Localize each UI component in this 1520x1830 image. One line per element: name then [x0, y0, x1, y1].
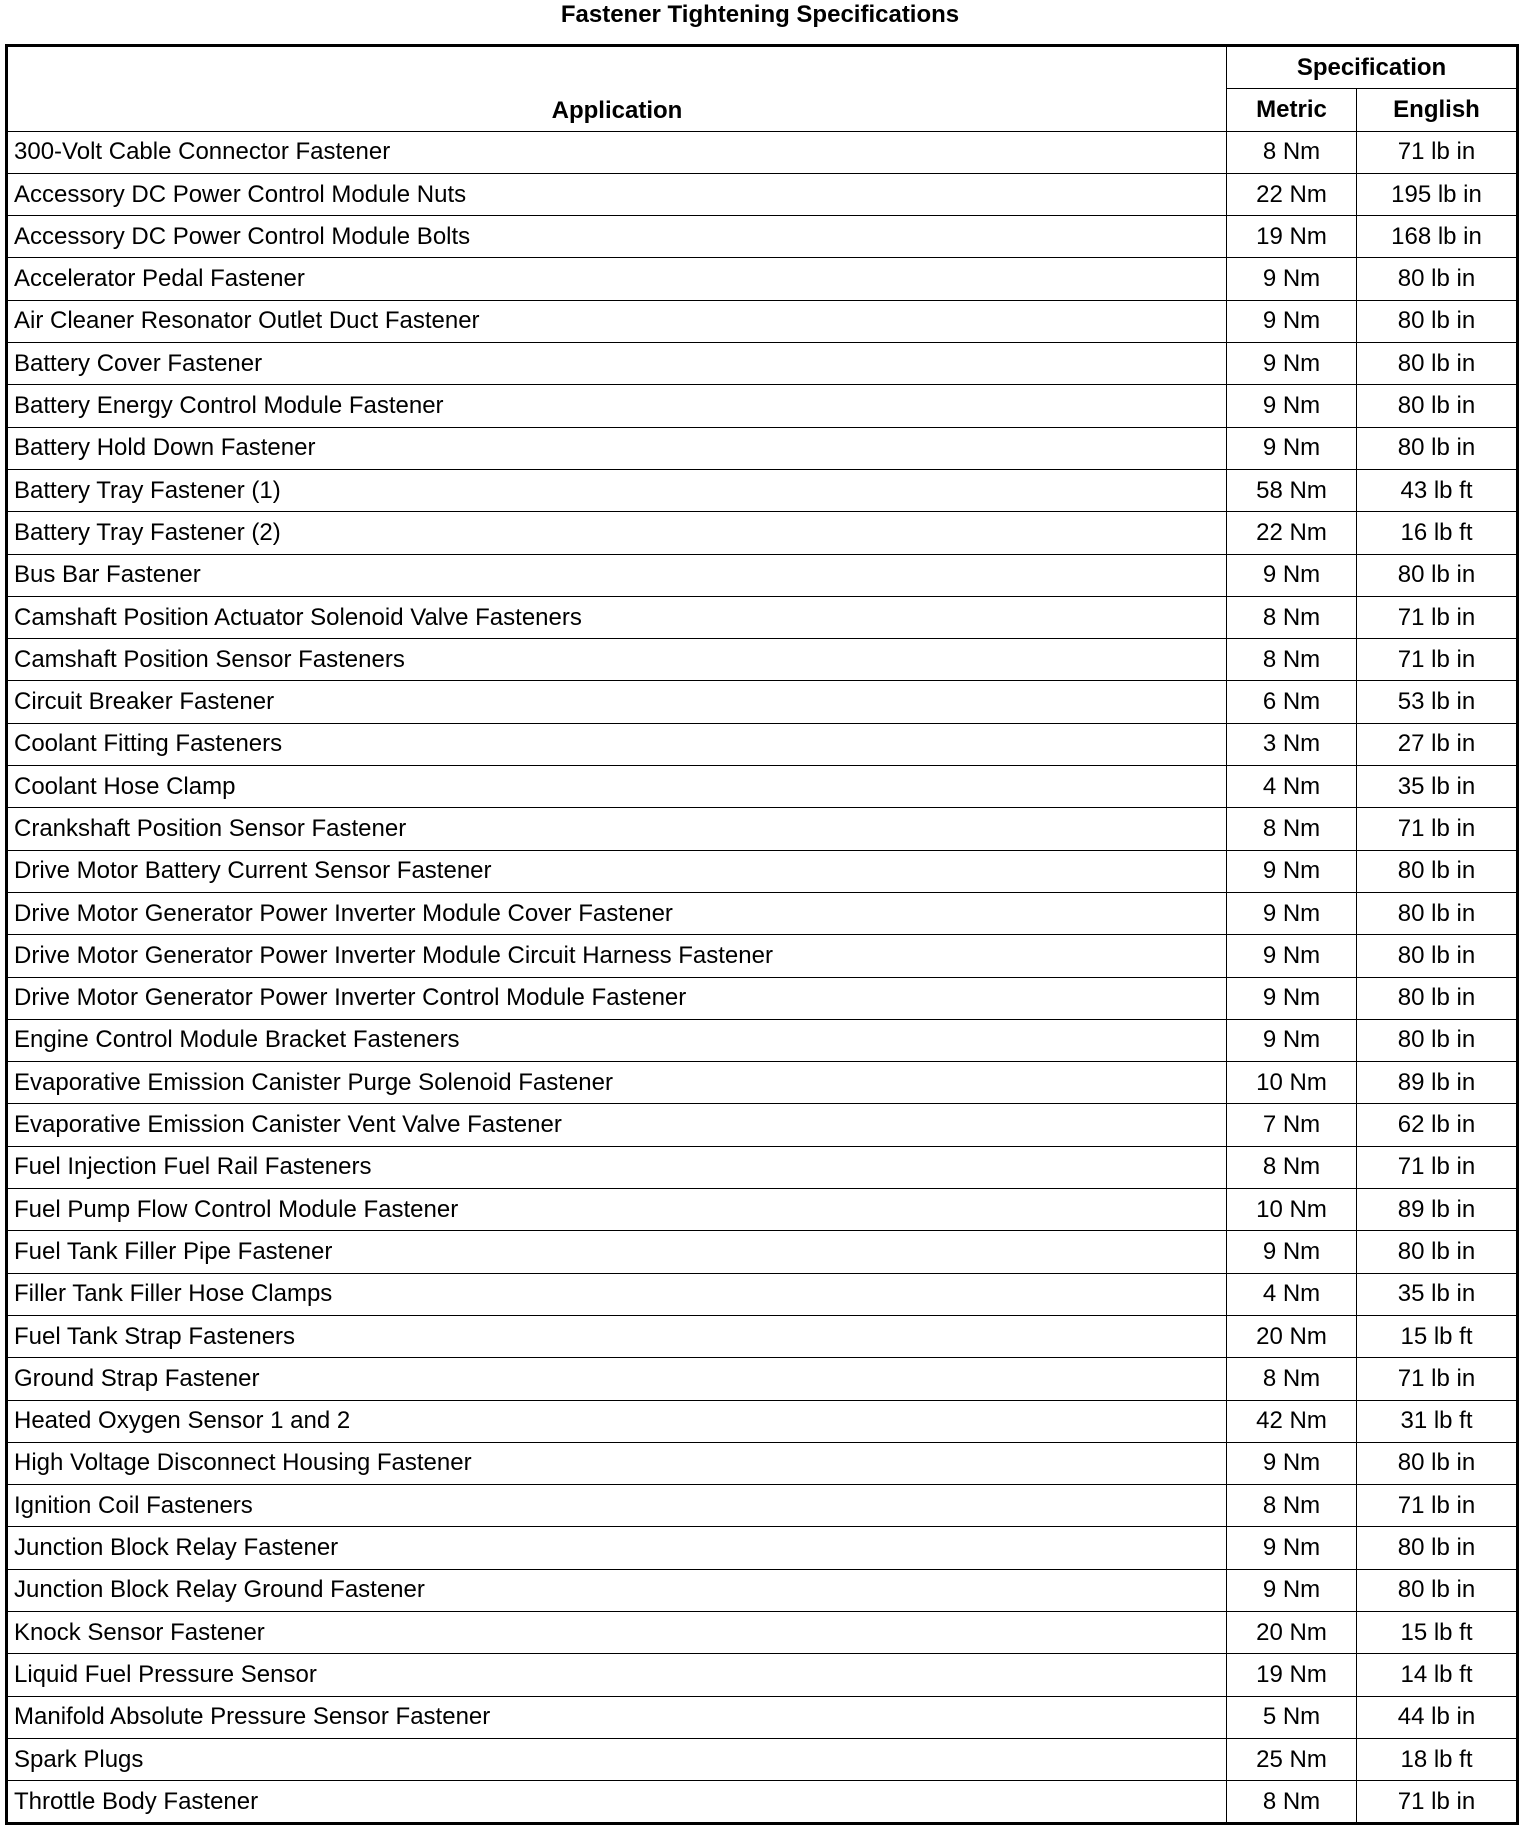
english-cell: 80 lb in	[1357, 385, 1518, 427]
application-cell: Battery Energy Control Module Fastener	[7, 385, 1227, 427]
application-cell: Fuel Injection Fuel Rail Fasteners	[7, 1146, 1227, 1188]
english-cell: 80 lb in	[1357, 935, 1518, 977]
application-cell: Accessory DC Power Control Module Bolts	[7, 216, 1227, 258]
application-cell: Circuit Breaker Fastener	[7, 681, 1227, 723]
metric-cell: 42 Nm	[1227, 1400, 1357, 1442]
table-row	[7, 554, 1518, 596]
english-cell: 80 lb in	[1357, 343, 1518, 385]
english-cell: 89 lb in	[1357, 1062, 1518, 1104]
metric-cell: 3 Nm	[1227, 723, 1357, 765]
english-cell: 15 lb ft	[1357, 1611, 1518, 1653]
table-row	[7, 1315, 1518, 1357]
english-cell: 71 lb in	[1357, 131, 1518, 173]
metric-cell: 19 Nm	[1227, 1654, 1357, 1696]
table-row	[7, 1146, 1518, 1188]
application-cell: Ground Strap Fastener	[7, 1358, 1227, 1400]
application-cell: Coolant Hose Clamp	[7, 766, 1227, 808]
english-cell: 71 lb in	[1357, 808, 1518, 850]
table-row	[7, 1696, 1518, 1738]
table-row	[7, 131, 1518, 173]
metric-cell: 8 Nm	[1227, 639, 1357, 681]
english-cell: 80 lb in	[1357, 1442, 1518, 1484]
header-specification: Specification	[1227, 46, 1518, 89]
table-row	[7, 1189, 1518, 1231]
table-row	[7, 639, 1518, 681]
header-english: English	[1357, 89, 1518, 131]
application-cell: Throttle Body Fastener	[7, 1781, 1227, 1824]
metric-cell: 9 Nm	[1227, 554, 1357, 596]
english-cell: 16 lb ft	[1357, 512, 1518, 554]
table-row	[7, 1738, 1518, 1780]
application-cell: Fuel Pump Flow Control Module Fastener	[7, 1189, 1227, 1231]
english-cell: 18 lb ft	[1357, 1738, 1518, 1780]
table-row	[7, 935, 1518, 977]
metric-cell: 19 Nm	[1227, 216, 1357, 258]
table-row	[7, 1611, 1518, 1653]
application-cell: Fuel Tank Strap Fasteners	[7, 1315, 1227, 1357]
english-cell: 80 lb in	[1357, 1527, 1518, 1569]
application-cell: Liquid Fuel Pressure Sensor	[7, 1654, 1227, 1696]
english-cell: 43 lb ft	[1357, 469, 1518, 511]
metric-cell: 9 Nm	[1227, 343, 1357, 385]
application-cell: Knock Sensor Fastener	[7, 1611, 1227, 1653]
table-row	[7, 596, 1518, 638]
metric-cell: 9 Nm	[1227, 1527, 1357, 1569]
english-cell: 53 lb in	[1357, 681, 1518, 723]
metric-cell: 58 Nm	[1227, 469, 1357, 511]
application-cell: Evaporative Emission Canister Vent Valve Fastener	[7, 1104, 1227, 1146]
metric-cell: 5 Nm	[1227, 1696, 1357, 1738]
application-cell: Battery Tray Fastener (2)	[7, 512, 1227, 554]
application-cell: Bus Bar Fastener	[7, 554, 1227, 596]
application-cell: Junction Block Relay Ground Fastener	[7, 1569, 1227, 1611]
application-cell: Drive Motor Generator Power Inverter Module Circuit Harness Fastener	[7, 935, 1227, 977]
table-row	[7, 977, 1518, 1019]
english-cell: 80 lb in	[1357, 427, 1518, 469]
table-row	[7, 1104, 1518, 1146]
application-cell: Filler Tank Filler Hose Clamps	[7, 1273, 1227, 1315]
table-row	[7, 469, 1518, 511]
application-cell: Accelerator Pedal Fastener	[7, 258, 1227, 300]
application-cell: 300-Volt Cable Connector Fastener	[7, 131, 1227, 173]
metric-cell: 8 Nm	[1227, 808, 1357, 850]
metric-cell: 9 Nm	[1227, 935, 1357, 977]
english-cell: 195 lb in	[1357, 173, 1518, 215]
application-cell: Manifold Absolute Pressure Sensor Fastener	[7, 1696, 1227, 1738]
english-cell: 14 lb ft	[1357, 1654, 1518, 1696]
table-row	[7, 385, 1518, 427]
metric-cell: 9 Nm	[1227, 1442, 1357, 1484]
metric-cell: 9 Nm	[1227, 258, 1357, 300]
application-cell: Accessory DC Power Control Module Nuts	[7, 173, 1227, 215]
table-row	[7, 723, 1518, 765]
metric-cell: 25 Nm	[1227, 1738, 1357, 1780]
table-row	[7, 512, 1518, 554]
metric-cell: 10 Nm	[1227, 1189, 1357, 1231]
metric-cell: 8 Nm	[1227, 1146, 1357, 1188]
english-cell: 31 lb ft	[1357, 1400, 1518, 1442]
metric-cell: 8 Nm	[1227, 1485, 1357, 1527]
table-row	[7, 1019, 1518, 1061]
metric-cell: 9 Nm	[1227, 892, 1357, 934]
english-cell: 80 lb in	[1357, 1231, 1518, 1273]
table-row	[7, 1442, 1518, 1484]
metric-cell: 22 Nm	[1227, 512, 1357, 554]
english-cell: 27 lb in	[1357, 723, 1518, 765]
table-row	[7, 1231, 1518, 1273]
table-row	[7, 1569, 1518, 1611]
metric-cell: 9 Nm	[1227, 1231, 1357, 1273]
application-cell: Drive Motor Generator Power Inverter Module Cover Fastener	[7, 892, 1227, 934]
table-row	[7, 1062, 1518, 1104]
header-application: Application	[7, 46, 1227, 132]
application-cell: Fuel Tank Filler Pipe Fastener	[7, 1231, 1227, 1273]
application-cell: Battery Tray Fastener (1)	[7, 469, 1227, 511]
english-cell: 62 lb in	[1357, 1104, 1518, 1146]
table-row	[7, 1781, 1518, 1824]
application-cell: Drive Motor Battery Current Sensor Fastener	[7, 850, 1227, 892]
application-cell: Crankshaft Position Sensor Fastener	[7, 808, 1227, 850]
application-cell: Camshaft Position Sensor Fasteners	[7, 639, 1227, 681]
header-metric: Metric	[1227, 89, 1357, 131]
english-cell: 35 lb in	[1357, 766, 1518, 808]
table-row	[7, 892, 1518, 934]
table-row	[7, 850, 1518, 892]
english-cell: 80 lb in	[1357, 1019, 1518, 1061]
application-cell: Junction Block Relay Fastener	[7, 1527, 1227, 1569]
metric-cell: 20 Nm	[1227, 1315, 1357, 1357]
metric-cell: 9 Nm	[1227, 977, 1357, 1019]
english-cell: 71 lb in	[1357, 1485, 1518, 1527]
metric-cell: 9 Nm	[1227, 1019, 1357, 1061]
metric-cell: 20 Nm	[1227, 1611, 1357, 1653]
table-row	[7, 1485, 1518, 1527]
metric-cell: 8 Nm	[1227, 1358, 1357, 1400]
application-cell: Battery Hold Down Fastener	[7, 427, 1227, 469]
table-header	[7, 46, 1518, 132]
english-cell: 168 lb in	[1357, 216, 1518, 258]
application-cell: Spark Plugs	[7, 1738, 1227, 1780]
table-row	[7, 808, 1518, 850]
application-cell: Coolant Fitting Fasteners	[7, 723, 1227, 765]
specification-table	[5, 44, 1519, 1825]
table-row	[7, 1273, 1518, 1315]
application-cell: Drive Motor Generator Power Inverter Control Module Fastener	[7, 977, 1227, 1019]
table-row	[7, 1654, 1518, 1696]
application-cell: Engine Control Module Bracket Fasteners	[7, 1019, 1227, 1061]
english-cell: 71 lb in	[1357, 1146, 1518, 1188]
english-cell: 35 lb in	[1357, 1273, 1518, 1315]
english-cell: 80 lb in	[1357, 300, 1518, 342]
metric-cell: 9 Nm	[1227, 427, 1357, 469]
metric-cell: 10 Nm	[1227, 1062, 1357, 1104]
english-cell: 71 lb in	[1357, 1781, 1518, 1824]
metric-cell: 8 Nm	[1227, 131, 1357, 173]
metric-cell: 22 Nm	[1227, 173, 1357, 215]
metric-cell: 7 Nm	[1227, 1104, 1357, 1146]
metric-cell: 9 Nm	[1227, 300, 1357, 342]
application-cell: Camshaft Position Actuator Solenoid Valve Fasteners	[7, 596, 1227, 638]
application-cell: High Voltage Disconnect Housing Fastener	[7, 1442, 1227, 1484]
application-cell: Evaporative Emission Canister Purge Solenoid Fastener	[7, 1062, 1227, 1104]
english-cell: 80 lb in	[1357, 554, 1518, 596]
table-row	[7, 300, 1518, 342]
english-cell: 71 lb in	[1357, 1358, 1518, 1400]
english-cell: 80 lb in	[1357, 892, 1518, 934]
page-title: Fastener Tightening Specifications	[560, 1, 960, 28]
table-row	[7, 173, 1518, 215]
application-cell: Ignition Coil Fasteners	[7, 1485, 1227, 1527]
english-cell: 80 lb in	[1357, 258, 1518, 300]
table-row	[7, 343, 1518, 385]
table-body	[7, 131, 1518, 1824]
english-cell: 80 lb in	[1357, 1569, 1518, 1611]
metric-cell: 9 Nm	[1227, 1569, 1357, 1611]
application-cell: Heated Oxygen Sensor 1 and 2	[7, 1400, 1227, 1442]
english-cell: 89 lb in	[1357, 1189, 1518, 1231]
english-cell: 71 lb in	[1357, 596, 1518, 638]
metric-cell: 9 Nm	[1227, 385, 1357, 427]
metric-cell: 8 Nm	[1227, 1781, 1357, 1824]
table-row	[7, 427, 1518, 469]
application-cell: Air Cleaner Resonator Outlet Duct Fastener	[7, 300, 1227, 342]
metric-cell: 9 Nm	[1227, 850, 1357, 892]
table-row	[7, 766, 1518, 808]
table-row	[7, 1358, 1518, 1400]
table-row	[7, 681, 1518, 723]
table-row	[7, 1400, 1518, 1442]
application-cell: Battery Cover Fastener	[7, 343, 1227, 385]
metric-cell: 6 Nm	[1227, 681, 1357, 723]
english-cell: 71 lb in	[1357, 639, 1518, 681]
metric-cell: 4 Nm	[1227, 766, 1357, 808]
english-cell: 80 lb in	[1357, 850, 1518, 892]
metric-cell: 4 Nm	[1227, 1273, 1357, 1315]
english-cell: 15 lb ft	[1357, 1315, 1518, 1357]
table-row	[7, 258, 1518, 300]
metric-cell: 8 Nm	[1227, 596, 1357, 638]
english-cell: 80 lb in	[1357, 977, 1518, 1019]
english-cell: 44 lb in	[1357, 1696, 1518, 1738]
table-row	[7, 216, 1518, 258]
table-row	[7, 1527, 1518, 1569]
